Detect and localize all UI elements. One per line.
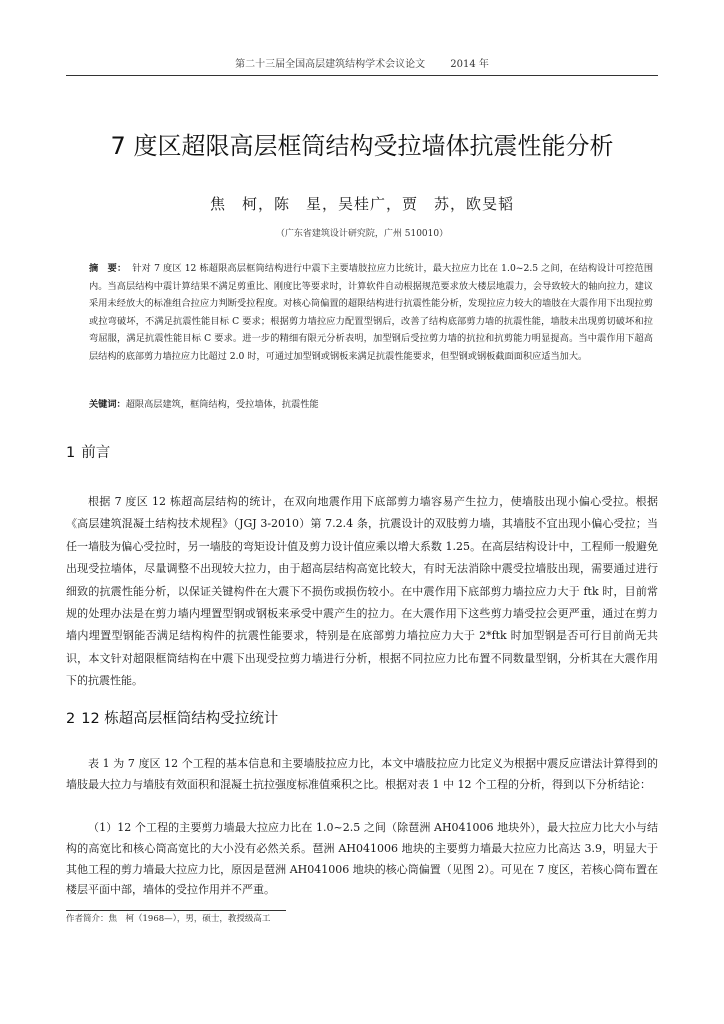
conference-year: 2014 年 (450, 59, 489, 70)
conference-name: 第二十三届全国高层建筑结构学术会议论文 (235, 59, 426, 70)
author-footnote: 作者简介：焦 柯（1968—），男，硕士，教授级高工 (66, 914, 271, 924)
section-1-paragraph: 根据 7 度区 12 栋超高层结构的统计，在双向地震作用下底部剪力墙容易产生拉力，使墙肢出现小偏心受拉。根据《高层建筑混凝土结构技术规程》（JGJ 3-2010）第 7.2.4 条，抗震设计的双肢剪力墙，其墙肢不宜出现小偏心受拉；当任一墙肢为偏心受拉时，另一墙肢的弯矩设计值及剪力设计值应乘以增大系数 1.25。在高层结构设计中，工程师一般避免出现受拉墙体，尽量调整不出现较大拉力，由于超高层结构高宽比较大，有时无法消除中震受拉墙肢出现，需要通过进行细致的抗震性能分析，以保证关键构件在大震下不损伤或损伤较小。在中震作用下底部剪力墙拉应力大于 ftk 时，目前常规的处理办法是在剪力墙内埋置型钢或钢板来承受中震产生的拉力。在大震作用下这些剪力墙受拉会更严重，通过在剪力墙内埋置型钢能否满足结构构件的抗震性能要求，特别是在底部剪力墙拉应力大于 2*ftk 时加型钢是否可行目前尚无共识，本文针对超限框筒结构在中震下出现受拉剪力墙进行分析，根据不同拉应力比布置不同数量型钢，分析其在大震作用下的抗震性能。 (66, 495, 658, 688)
author-list: 焦 柯，陈 星，吴桂广，贾 苏，欧旻韬 (209, 195, 514, 213)
section-2-paragraph-1: 表 1 为 7 度区 12 个工程的基本信息和主要墙肢拉应力比，本文中墙肢拉应力比定义为根据中震反应谱法计算得到的墙肢最大拉力与墙肢有效面积和混凝土抗拉强度标准值乘积之比。根据对表 1 中 12 个工程的分析，得到以下分析结论： (66, 757, 658, 791)
keywords-label: 关键词： (89, 399, 126, 410)
abstract-label: 摘 要： (89, 263, 127, 274)
paper-title: 7 度区超限高层框筒结构受拉墙体抗震性能分析 (110, 132, 614, 160)
section-2-paragraph-2: （1）12 个工程的主要剪力墙最大拉应力比在 1.0~2.5 之间（除琶洲 AH041006 地块外），最大拉应力比大小与结构的高宽比和核心筒高宽比的大小没有必然关系。琶洲 AH041006 地块的主要剪力墙最大拉应力比高达 3.9，明显大于其他工程的剪力墙最大拉应力比，原因是琶洲 AH041006 地块的核心筒偏置（见图 2）。可见在 7 度区，若核心筒布置在楼层平面中部，墙体的受拉作用并不严重。 (66, 821, 658, 897)
affiliation: （广东省建筑设计研究院，广州 510010） (275, 229, 449, 239)
section-1-title: 前言 (81, 445, 111, 461)
section-2-number: 2 (66, 711, 76, 727)
section-1-number: 1 (66, 445, 76, 461)
abstract (89, 260, 653, 366)
section-1-heading (66, 442, 658, 464)
keywords-text: 超限高层建筑，框筒结构，受拉墙体，抗震性能 (125, 399, 319, 410)
running-header (66, 57, 658, 76)
footnote-divider (66, 910, 286, 911)
section-2-heading (66, 708, 658, 730)
section-2-title: 12 栋超高层框筒结构受拉统计 (81, 711, 279, 727)
abstract-text: 针对 7 度区 12 栋超限高层框筒结构进行中震下主要墙肢拉应力比统计，最大拉应力比在 1.0~2.5 之间，在结构设计可控范围内。当高层结构中震计算结果不满足剪重比、刚度比等要求时，计算软件自动根据规范要求放大楼层地震力，会导致较大的轴向拉力，建议采用未经放大的标准组合拉应力判断受拉程度。对核心筒偏置的超限结构进行抗震性能分析，发现拉应力较大的墙肢在大震作用下出现拉剪或拉弯破坏，不满足抗震性能目标 C 要求；根据剪力墙拉应力配置型钢后，改善了结构底部剪力墙的抗震性能，墙肢未出现剪切破坏和拉弯屈服，满足抗震性能目标 C 要求。进一步的精细有限元分析表明，加型钢后受拉剪力墙的抗拉和抗剪能力明显提高。当中震作用下超高层结构的底部剪力墙拉应力比超过 2.0 时，可通过加型钢或钢板来满足抗震性能要求，但型钢或钢板截面面积应适当加大。 (89, 263, 654, 362)
keywords (89, 396, 653, 413)
